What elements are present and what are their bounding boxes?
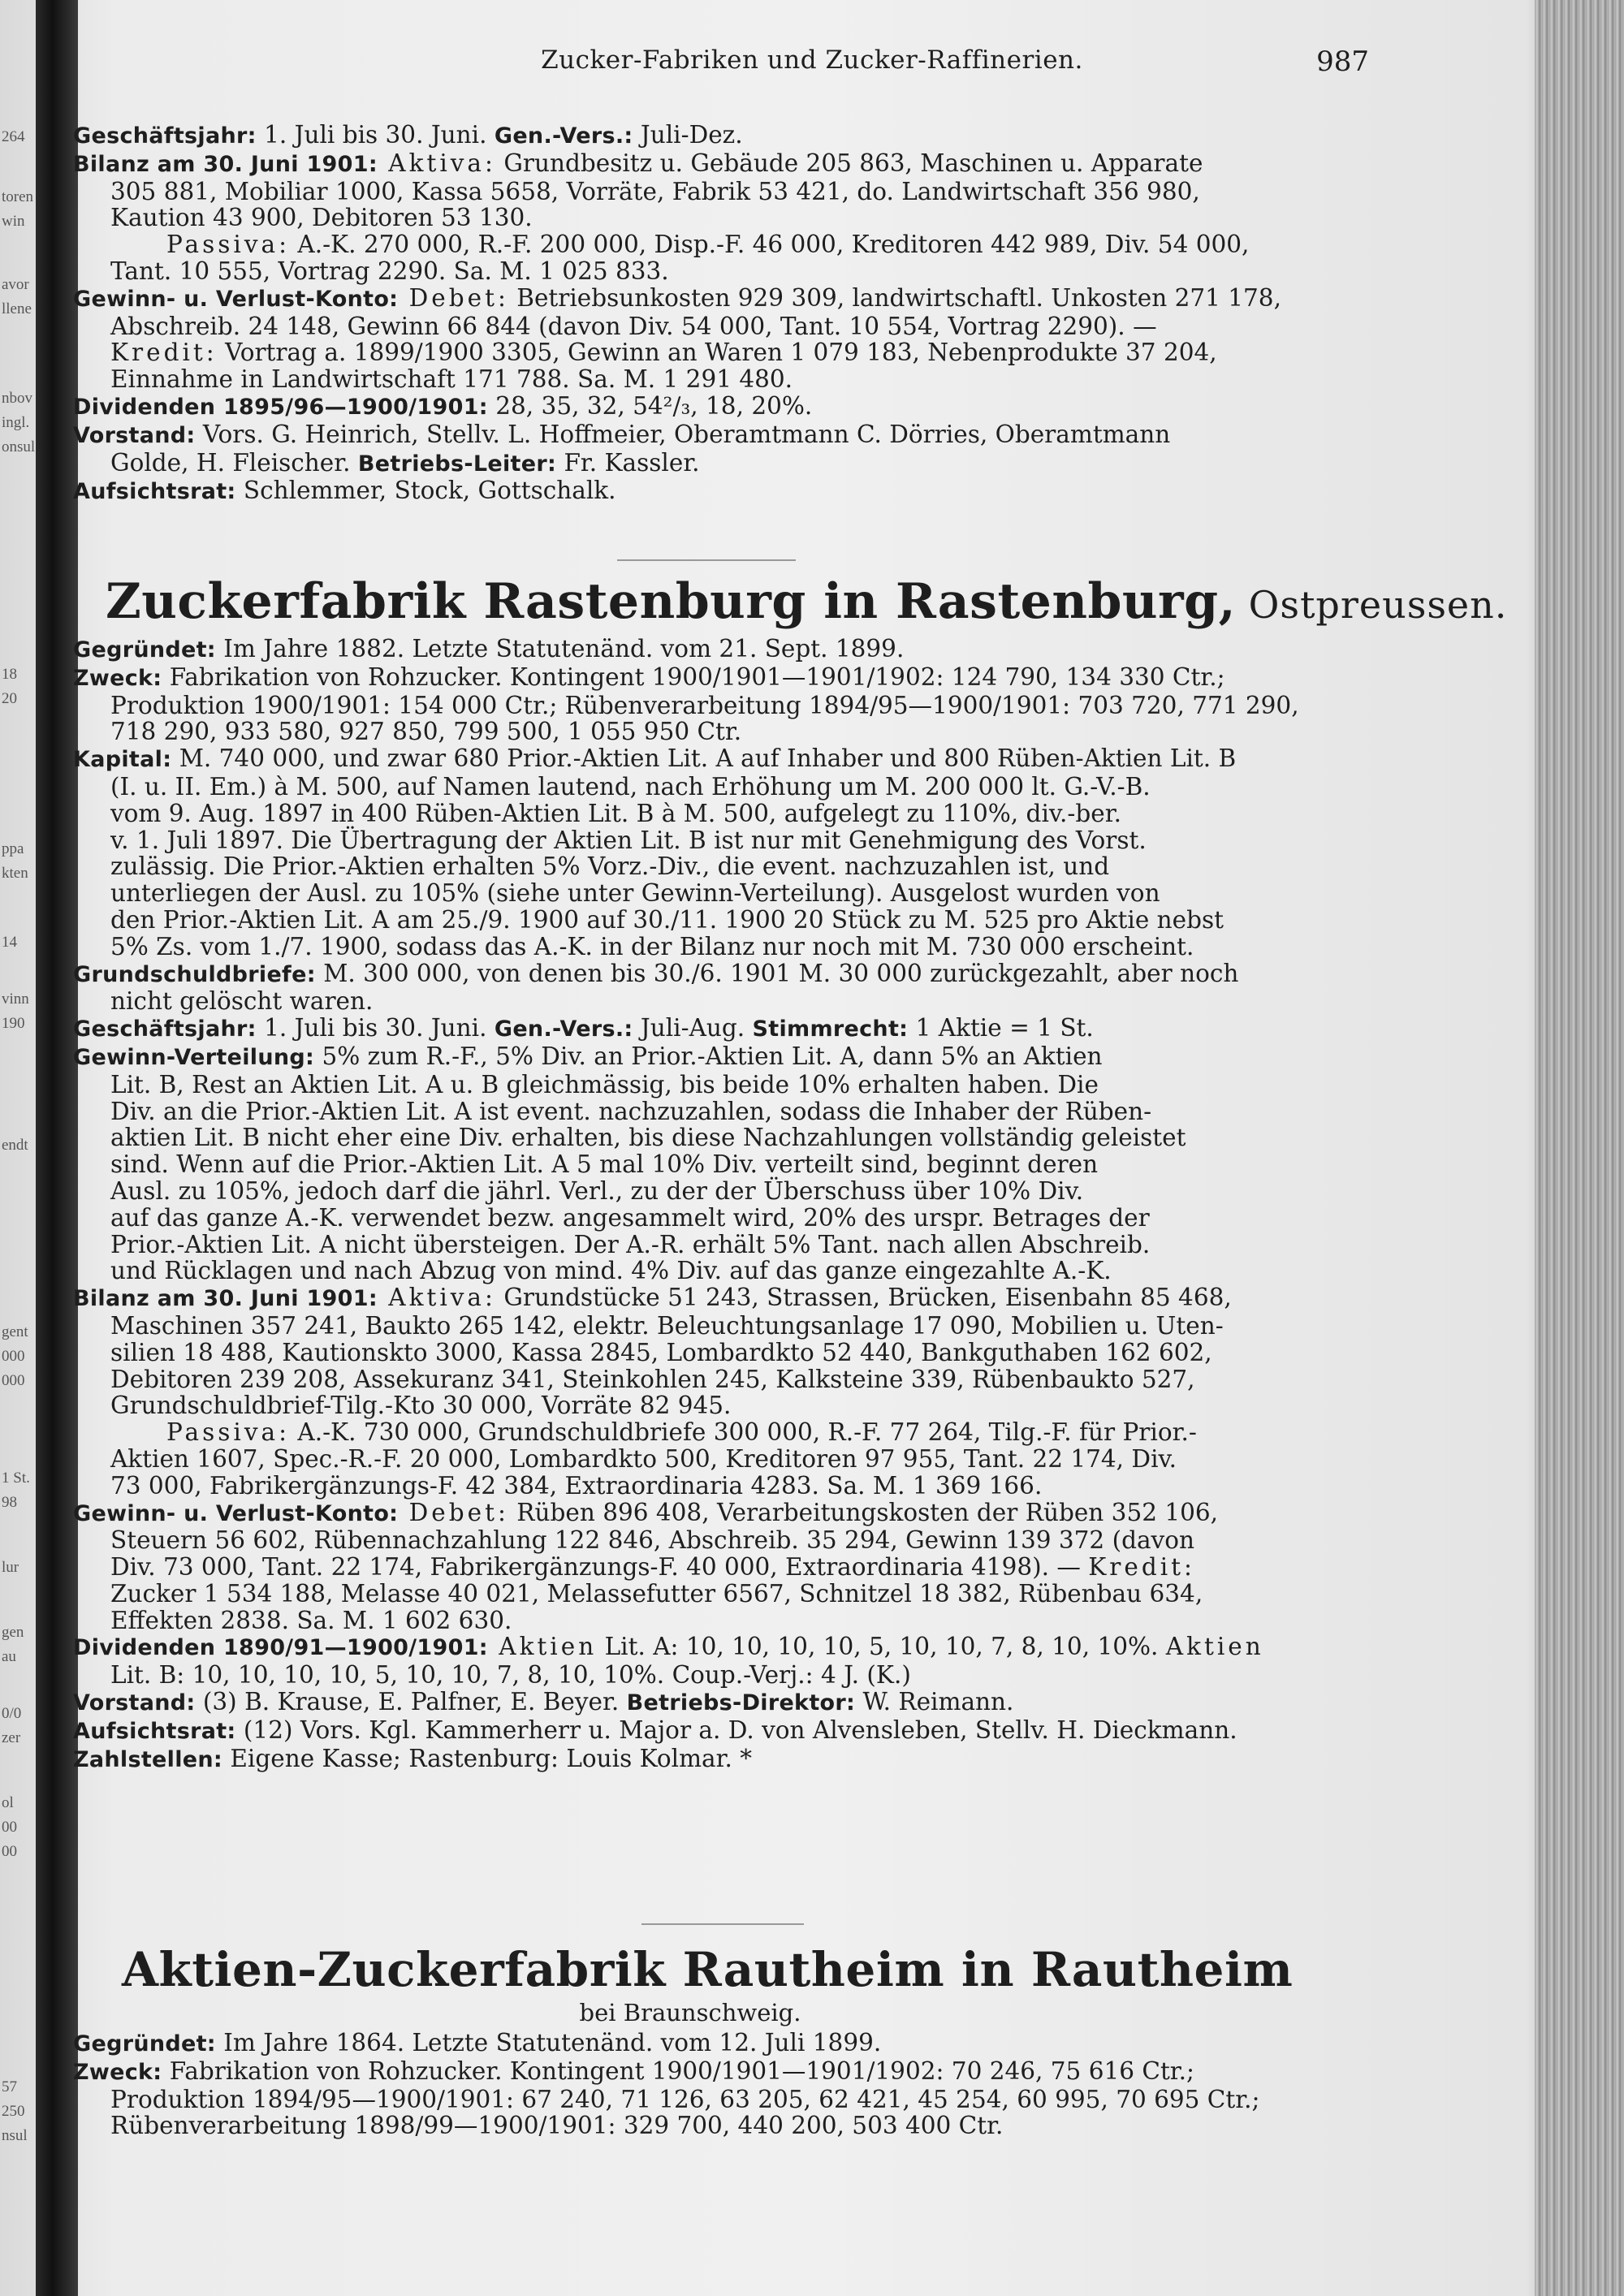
field-text: den Prior.-Aktien Lit. A am 25./9. 1900 auf 30./11. 1900 20 Stück zu M. 525 pro Aktie nebst xyxy=(110,905,1224,934)
field-label: Stimmrecht: xyxy=(752,1016,909,1042)
field-text: (3) B. Krause, E. Palfner, E. Beyer. xyxy=(195,1688,627,1716)
text-line xyxy=(73,1313,1372,1340)
left-page-fragment: 0/0 xyxy=(2,1705,22,1722)
spaced-label: Aktien xyxy=(487,1633,598,1661)
text-line xyxy=(73,960,1372,989)
field-text: Tant. 10 555, Vortrag 2290. Sa. M. 1 025 833. xyxy=(110,257,669,285)
left-page-fragment: 250 xyxy=(2,2103,25,2120)
field-text: 28, 35, 32, 54²/₃, 18, 20%. xyxy=(487,391,813,420)
text-line xyxy=(73,664,1372,693)
field-text: A.-K. 270 000, R.-F. 200 000, Disp.-F. 46 000, Kreditoren 442 989, Div. 54 000, xyxy=(290,231,1250,259)
field-text: Vors. G. Heinrich, Stellv. L. Hoffmeier, Oberamtmann C. Dörries, Oberamtmann xyxy=(195,420,1171,448)
previous-entry xyxy=(73,122,1372,506)
field-text: M. 300 000, von denen bis 30./6. 1901 M. 30 000 zurückgezahlt, aber noch xyxy=(315,959,1239,987)
text-line xyxy=(73,339,1372,366)
field-text: Lit. A: 10, 10, 10, 10, 5, 10, 10, 7, 8, 10, 10%. xyxy=(597,1633,1166,1661)
text-line xyxy=(73,1446,1372,1473)
field-label: Gewinn-Verteilung: xyxy=(73,1044,315,1070)
field-label: Betriebs-Leiter: xyxy=(357,451,557,477)
text-line xyxy=(73,1178,1372,1205)
text-line xyxy=(73,205,1372,231)
field-text: Vortrag a. 1899/1900 3305, Gewinn an Waren 1 079 183, Nebenprodukte 37 204, xyxy=(217,339,1217,367)
left-page-fragment: 000 xyxy=(2,1348,25,1365)
text-line xyxy=(73,1717,1372,1746)
field-text: zulässig. Die Prior.-Aktien erhalten 5% Vorz.-Div., die event. nachzuzahlen ist, und xyxy=(110,852,1110,881)
text-line xyxy=(73,2030,1372,2058)
text-line xyxy=(73,2113,1372,2139)
field-text: W. Reimann. xyxy=(855,1688,1014,1716)
text-line xyxy=(73,1634,1372,1662)
field-text: Juli-Aug. xyxy=(633,1014,753,1042)
field-text: Grundschuldbrief-Tilg.-Kto 30 000, Vorräte 82 945. xyxy=(110,1392,732,1420)
text-line xyxy=(73,122,1372,150)
text-line xyxy=(73,2058,1372,2087)
text-line xyxy=(73,934,1372,960)
rautheim-entry xyxy=(73,2030,1372,2139)
field-text: silien 18 488, Kautionskto 3000, Kassa 2845, Lombardkto 52 440, Bankguthaben 162 602, xyxy=(110,1338,1212,1366)
field-text: Zucker 1 534 188, Melasse 40 021, Melassefutter 6567, Schnitzel 18 382, Rübenbau 634, xyxy=(110,1579,1203,1608)
rastenburg-title-main: Zuckerfabrik Rastenburg in Rastenburg, xyxy=(106,573,1236,630)
text-line xyxy=(73,907,1372,934)
text-line xyxy=(73,774,1372,801)
text-line xyxy=(73,1581,1372,1608)
field-text: Steuern 56 602, Rübennachzahlung 122 846, Abschreib. 35 294, Gewinn 139 372 (davon xyxy=(110,1526,1194,1555)
field-text: auf das ganze A.-K. verwendet bezw. angesammelt wird, 20% des urspr. Betrages der xyxy=(110,1203,1150,1232)
field-label: Dividenden 1895/96—1900/1901: xyxy=(73,394,488,420)
field-text: v. 1. Juli 1897. Die Übertragung der Aktien Lit. B ist nur mit Genehmigung des Vorst. xyxy=(110,826,1147,854)
text-line xyxy=(73,1258,1372,1284)
text-line xyxy=(73,988,1372,1015)
text-line xyxy=(73,1746,1372,1774)
field-text: Rüben 896 408, Verarbeitungskosten der Rüben 352 106, xyxy=(508,1498,1219,1526)
field-text: Produktion 1894/95—1900/1901: 67 240, 71 126, 63 205, 62 421, 45 254, 60 995, 70 695 Ctr.; xyxy=(110,2085,1260,2113)
text-line xyxy=(73,231,1372,258)
field-text: Lit. B, Rest an Aktien Lit. A u. B gleichmässig, bis beide 10% erhalten haben. Die xyxy=(110,1070,1099,1098)
spaced-label: Aktiva: xyxy=(377,1284,496,1312)
rautheim-subtitle: bei Braunschweig. xyxy=(579,1999,801,2026)
rastenburg-title xyxy=(106,573,1508,630)
rastenburg-title-region: Ostpreussen. xyxy=(1236,583,1508,627)
field-text: 718 290, 933 580, 927 850, 799 500, 1 055 950 Ctr. xyxy=(110,718,742,746)
text-line xyxy=(73,1662,1372,1689)
field-text: (12) Vors. Kgl. Kammerherr u. Major a. D. von Alvensleben, Stellv. H. Dieckmann. xyxy=(235,1716,1237,1744)
left-page-fragment: avor xyxy=(2,276,29,293)
text-line xyxy=(73,1419,1372,1446)
field-text: aktien Lit. B nicht eher eine Div. erhalten, bis diese Nachzahlungen vollständig geleistet xyxy=(110,1124,1186,1152)
text-line xyxy=(73,1043,1372,1072)
text-line xyxy=(73,1473,1372,1500)
text-line xyxy=(73,313,1372,340)
spaced-label: Debet: xyxy=(398,1498,509,1526)
field-text: sind. Wenn auf die Prior.-Aktien Lit. A 5 mal 10% Div. verteilt sind, beginnt deren xyxy=(110,1150,1099,1179)
text-line xyxy=(73,1554,1372,1581)
field-text: Fabrikation von Rohzucker. Kontingent 1900/1901—1901/1902: 124 790, 134 330 Ctr.; xyxy=(162,662,1225,691)
text-line xyxy=(73,1500,1372,1528)
page-number: 987 xyxy=(1316,45,1369,78)
text-line xyxy=(73,1232,1372,1258)
text-line xyxy=(73,1608,1372,1634)
text-line xyxy=(73,477,1372,506)
text-line xyxy=(73,827,1372,854)
field-text: Effekten 2838. Sa. M. 1 602 630. xyxy=(110,1606,512,1634)
field-text: vom 9. Aug. 1897 in 400 Rüben-Aktien Lit. B à M. 500, aufgelegt zu 110%, div.-ber. xyxy=(110,799,1121,827)
field-label: Vorstand: xyxy=(73,422,196,448)
left-page-fragment: ol xyxy=(2,1794,14,1811)
field-text: Juli-Dez. xyxy=(633,121,743,149)
left-page-fragment: onsul xyxy=(2,438,36,455)
field-label: Aufsichtsrat: xyxy=(73,1718,236,1744)
field-text: 5% zum R.-F., 5% Div. an Prior.-Aktien Lit. A, dann 5% an Aktien xyxy=(314,1042,1103,1070)
spaced-label: Debet: xyxy=(398,283,509,312)
field-text: nicht gelöscht waren. xyxy=(110,987,374,1016)
left-page-fragment: llene xyxy=(2,300,32,317)
field-label: Bilanz am 30. Juni 1901: xyxy=(73,151,378,177)
text-line xyxy=(73,719,1372,745)
field-text: M. 740 000, und zwar 680 Prior.-Aktien Lit. A auf Inhaber und 800 Rüben-Aktien Lit. B xyxy=(171,744,1237,773)
spaced-label: Aktien xyxy=(1165,1633,1264,1661)
field-text: Kaution 43 900, Debitoren 53 130. xyxy=(110,204,533,232)
text-line xyxy=(73,1527,1372,1554)
text-line xyxy=(73,1098,1372,1125)
field-label: Gegründet: xyxy=(73,637,216,662)
field-label: Aufsichtsrat: xyxy=(73,479,236,505)
field-text: Prior.-Aktien Lit. A nicht übersteigen. Der A.-R. erhält 5% Tant. nach allen Abschreib. xyxy=(110,1230,1151,1258)
text-line xyxy=(73,1284,1372,1313)
field-text: Rübenverarbeitung 1898/99—1900/1901: 329 700, 440 200, 503 400 Ctr. xyxy=(110,2112,1004,2140)
field-text: Im Jahre 1882. Letzte Statutenänd. vom 21. Sept. 1899. xyxy=(215,635,905,662)
left-page-fragment: nsul xyxy=(2,2127,28,2144)
field-text: Div. an die Prior.-Aktien Lit. A ist event. nachzuzahlen, sodass die Inhaber der Rüben- xyxy=(110,1097,1152,1125)
field-text: Div. 73 000, Tant. 22 174, Fabrikergänzungs-F. 40 000, Extraordinaria 4198). — xyxy=(110,1553,1089,1582)
field-text: Abschreib. 24 148, Gewinn 66 844 (davon Div. 54 000, Tant. 10 554, Vortrag 2290). — xyxy=(110,312,1157,340)
text-line xyxy=(73,421,1372,450)
text-line xyxy=(73,2087,1372,2113)
text-line xyxy=(73,693,1372,719)
field-text: Fabrikation von Rohzucker. Kontingent 1900/1901—1901/1902: 70 246, 75 616 Ctr.; xyxy=(162,2056,1194,2085)
left-page-fragment: lur xyxy=(2,1559,19,1576)
running-header: Zucker-Fabriken und Zucker-Raffinerien. xyxy=(541,45,1083,75)
spaced-label: Kredit: xyxy=(1088,1553,1195,1582)
separator-rule xyxy=(641,1923,804,1925)
field-label: Gegründet: xyxy=(73,2031,216,2056)
field-text: Golde, H. Fleischer. xyxy=(110,448,358,477)
spaced-label: Passiva: xyxy=(166,231,291,259)
field-text: Betriebsunkosten 929 309, landwirtschaftl. Unkosten 271 178, xyxy=(508,283,1281,312)
text-line xyxy=(73,1366,1372,1393)
left-page-fragment: 98 xyxy=(2,1494,17,1511)
field-text: (I. u. II. Em.) à M. 500, auf Namen lautend, nach Erhöhung um M. 200 000 lt. G.-V.-B. xyxy=(110,772,1151,801)
field-text: 73 000, Fabrikergänzungs-F. 42 384, Extraordinaria 4283. Sa. M. 1 369 166. xyxy=(110,1471,1043,1500)
left-page-fragment: 190 xyxy=(2,1015,25,1032)
text-line xyxy=(73,1392,1372,1419)
field-text: Aktien 1607, Spec.-R.-F. 20 000, Lombardkto 500, Kreditoren 97 955, Tant. 22 174, Div. xyxy=(110,1444,1177,1473)
text-line xyxy=(73,1205,1372,1232)
field-label: Zahlstellen: xyxy=(73,1746,223,1772)
left-page-fragment: 264 xyxy=(2,128,25,145)
field-text: Einnahme in Landwirtschaft 171 788. Sa. M. 1 291 480. xyxy=(110,365,793,394)
left-page-fragment: kten xyxy=(2,865,28,882)
text-line xyxy=(73,393,1372,421)
field-text: Fr. Kassler. xyxy=(556,448,700,477)
text-line xyxy=(73,880,1372,907)
field-text: und Rücklagen und nach Abzug von mind. 4% Div. auf das ganze eingezahlte A.-K. xyxy=(110,1257,1112,1285)
text-line xyxy=(73,150,1372,179)
field-text: A.-K. 730 000, Grundschuldbriefe 300 000, R.-F. 77 264, Tilg.-F. für Prior.- xyxy=(290,1418,1197,1447)
field-text: Debitoren 239 208, Assekuranz 341, Steinkohlen 245, Kalksteine 339, Rübenbaukto 527, xyxy=(110,1365,1195,1393)
field-label: Gewinn- u. Verlust-Konto: xyxy=(73,1500,399,1526)
field-text: Produktion 1900/1901: 154 000 Ctr.; Rübenverarbeitung 1894/95—1900/1901: 703 720, 771 290, xyxy=(110,691,1299,719)
left-page-fragment: 18 xyxy=(2,666,17,683)
field-text: Lit. B: 10, 10, 10, 10, 5, 10, 10, 7, 8, 10, 10%. Coup.-Verj.: 4 J. (K.) xyxy=(110,1661,911,1690)
text-line xyxy=(73,801,1372,827)
text-line xyxy=(73,853,1372,880)
text-line xyxy=(73,450,1372,478)
field-text: Maschinen 357 241, Baukto 265 142, elektr. Beleuchtungsanlage 17 090, Mobilien u. Uten- xyxy=(110,1311,1224,1340)
left-page-fragment: au xyxy=(2,1648,16,1665)
text-line xyxy=(73,745,1372,774)
field-label: Grundschuldbriefe: xyxy=(73,961,316,987)
field-label: Dividenden 1890/91—1900/1901: xyxy=(73,1635,488,1661)
left-page-fragment: ppa xyxy=(2,840,24,857)
left-page-fragment: zer xyxy=(2,1729,21,1746)
text-line xyxy=(73,1689,1372,1717)
separator-rule xyxy=(617,559,796,561)
left-page-fragment: 14 xyxy=(2,934,17,951)
field-text: 5% Zs. vom 1./7. 1900, sodass das A.-K. in der Bilanz nur noch mit M. 730 000 erscheint. xyxy=(110,932,1194,960)
left-page-fragment: endt xyxy=(2,1137,28,1154)
field-label: Kapital: xyxy=(73,747,172,773)
left-page-fragment: ingl. xyxy=(2,414,30,431)
field-text: 1. Juli bis 30. Juni. xyxy=(256,1014,495,1042)
text-line xyxy=(73,1072,1372,1098)
spaced-label: Aktiva: xyxy=(377,149,496,177)
field-text: 1. Juli bis 30. Juni. xyxy=(256,121,495,149)
rastenburg-entry xyxy=(73,636,1372,1773)
field-text: Schlemmer, Stock, Gottschalk. xyxy=(235,477,616,505)
field-text: Grundstücke 51 243, Strassen, Brücken, Eisenbahn 85 468, xyxy=(495,1284,1232,1312)
text-line xyxy=(73,285,1372,313)
field-text: 1 Aktie = 1 St. xyxy=(908,1014,1094,1042)
field-label: Gen.-Vers.: xyxy=(494,123,633,149)
left-page-fragment: 000 xyxy=(2,1372,25,1389)
text-line xyxy=(73,1151,1372,1178)
text-line xyxy=(73,366,1372,393)
left-page-fragment: 1 St. xyxy=(2,1470,30,1487)
left-page-fragment: win xyxy=(2,213,25,230)
left-page-fragment: 00 xyxy=(2,1843,17,1860)
field-label: Betriebs-Direktor: xyxy=(626,1690,856,1716)
field-text: unterliegen der Ausl. zu 105% (siehe unter Gewinn-Verteilung). Ausgelost wurden von xyxy=(110,879,1160,908)
left-page-fragment: 57 xyxy=(2,2078,17,2095)
left-page-fragment: gent xyxy=(2,1323,28,1340)
field-text: 305 881, Mobiliar 1000, Kassa 5658, Vorräte, Fabrik 53 421, do. Landwirtschaft 356 980, xyxy=(110,177,1200,205)
field-label: Gen.-Vers.: xyxy=(494,1016,633,1042)
field-label: Zweck: xyxy=(73,665,162,691)
text-line xyxy=(73,179,1372,205)
left-page-fragment: 20 xyxy=(2,690,17,707)
left-page-fragment: nbov xyxy=(2,390,32,407)
field-text: Grundbesitz u. Gebäude 205 863, Maschinen u. Apparate xyxy=(495,149,1203,177)
field-text: Im Jahre 1864. Letzte Statutenänd. vom 12. Juli 1899. xyxy=(215,2029,882,2056)
text-line xyxy=(73,1124,1372,1151)
text-line xyxy=(73,1340,1372,1366)
spaced-label: Kredit: xyxy=(110,339,218,367)
field-label: Zweck: xyxy=(73,2059,162,2085)
left-page-fragment: toren xyxy=(2,188,34,205)
text-line xyxy=(73,258,1372,285)
rautheim-title: Aktien-Zuckerfabrik Rautheim in Rautheim xyxy=(122,1942,1294,1997)
text-line xyxy=(73,636,1372,664)
field-label: Bilanz am 30. Juni 1901: xyxy=(73,1286,378,1312)
field-label: Geschäftsjahr: xyxy=(73,123,257,149)
field-label: Geschäftsjahr: xyxy=(73,1016,257,1042)
field-text: Eigene Kasse; Rastenburg: Louis Kolmar. * xyxy=(222,1744,752,1772)
left-page-fragment: 00 xyxy=(2,1819,17,1836)
left-page-fragment: vinn xyxy=(2,990,29,1008)
left-page-fragment: gen xyxy=(2,1624,24,1641)
field-label: Gewinn- u. Verlust-Konto: xyxy=(73,286,399,312)
field-label: Vorstand: xyxy=(73,1690,196,1716)
spaced-label: Passiva: xyxy=(166,1418,291,1447)
field-text: Ausl. zu 105%, jedoch darf die jährl. Verl., zu der der Überschuss über 10% Div. xyxy=(110,1176,1084,1205)
text-line xyxy=(73,1015,1372,1043)
